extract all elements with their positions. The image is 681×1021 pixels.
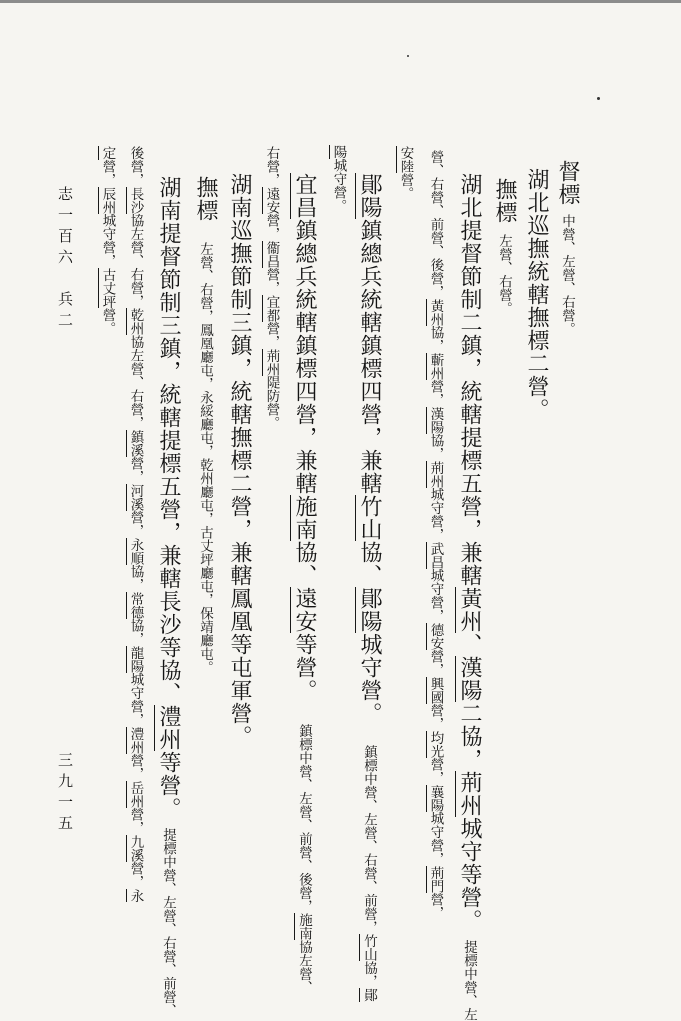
book-section-label: 志一百六 兵二 (56, 186, 74, 333)
text-column-15 (100, 146, 114, 335)
place-name: 永順 (127, 537, 144, 565)
body-text: 鎮總兵統轄鎮標四營，兼轄 (357, 219, 382, 495)
place-name: 蘄州 (427, 352, 444, 380)
place-name: 荊州 (427, 460, 444, 488)
annotation-text: 營， (427, 649, 444, 677)
place-name: 長沙 (127, 186, 144, 214)
annotation-text: 營， (427, 892, 444, 920)
place-name: 辰州 (99, 186, 116, 214)
text-column-12 (194, 176, 216, 674)
text-column-8 (331, 145, 345, 213)
annotation-text: 提標中營、左營、右營、前營、 (160, 828, 176, 1017)
annotation-text: 營， (263, 321, 280, 349)
place-name: 澧州 (156, 705, 181, 751)
text-column-3 (493, 178, 515, 315)
annotation-text: 城守營， (427, 487, 444, 542)
annotation-text: 營， (99, 159, 116, 187)
annotation-text: 後營， (127, 146, 144, 187)
annotation-text: 協， (427, 325, 444, 353)
place-name: 漢陽 (427, 406, 444, 434)
place-name: 永 (127, 888, 144, 902)
place-name: 竹山 (361, 934, 377, 961)
body-text: 等營。 (292, 633, 317, 702)
place-name: 興國 (427, 676, 444, 704)
place-name: 襄陽 (427, 784, 444, 812)
body-text: 等營。 (156, 751, 181, 820)
annotation-text: 城守營， (127, 672, 144, 727)
annotation-text: 營。 (397, 173, 414, 200)
place-name: 古丈坪 (99, 267, 116, 308)
annotation-text: 提標中營、左 (461, 940, 477, 1021)
body-text: 湖北提督節制二鎮，統轄提標五營，兼轄 (457, 173, 482, 587)
place-name: 武昌 (427, 541, 444, 569)
place-name: 黃州 (427, 298, 444, 326)
annotation-text: 協， (127, 564, 144, 592)
place-name: 荊州 (263, 348, 280, 376)
place-name: 施南 (292, 495, 317, 541)
text-column-10 (264, 146, 278, 430)
text-column-5 (428, 150, 442, 920)
heading-text: 督標 (555, 160, 580, 206)
place-name: 黃州 (457, 587, 482, 633)
heading-text: 撫標 (193, 176, 218, 222)
ink-speck (407, 55, 409, 57)
body-text: 城守營。 (357, 633, 382, 725)
annotation-text: 協， (427, 433, 444, 461)
place-name: 竹山 (357, 495, 382, 541)
body-text: 、 (457, 633, 482, 656)
place-name: 宜都 (263, 294, 280, 322)
annotation-text: 營， (127, 456, 144, 484)
annotation-text: 營， (427, 757, 444, 785)
place-name: 岳州 (127, 780, 144, 808)
annotation-text: 營、右營、前營、後營， (427, 150, 444, 299)
annotation-text: 營， (127, 510, 144, 538)
text-column-4 (458, 173, 480, 1021)
annotation-text: 營， (127, 861, 144, 889)
annotation-text: 協， (361, 961, 377, 988)
annotation-text: 營。 (99, 308, 116, 335)
page-number: 三九一五 (56, 752, 74, 836)
annotation-text: 鎮標中營、左營、右營、前營， (361, 745, 377, 934)
place-name: 定 (99, 146, 116, 160)
text-column-6 (398, 146, 412, 200)
text-column-11 (228, 173, 250, 748)
place-name: 漢陽 (457, 656, 482, 702)
place-name: 遠安 (263, 186, 280, 214)
annotation-text: 營， (427, 379, 444, 407)
place-name: 遠安 (292, 587, 317, 633)
place-name: 荊州 (457, 771, 482, 817)
body-text: 二協， (457, 702, 482, 771)
annotation-text: 城守營， (427, 568, 444, 623)
heading-text: 湖北巡撫統轄撫標二營。 (524, 168, 549, 421)
ink-speck (597, 97, 600, 100)
annotation-text: 營， (127, 807, 144, 835)
place-name: 鄖陽 (357, 587, 382, 633)
place-name: 德安 (427, 622, 444, 650)
annotation-text: 隄防營。 (263, 375, 280, 430)
annotation-text: 營， (263, 267, 280, 295)
annotation-text: 協左營、右營， (127, 335, 144, 430)
body-text: 湖南巡撫節制三鎮，統轄撫標二營，兼轄鳳凰等屯軍營。 (227, 173, 252, 748)
text-column-9 (293, 173, 315, 994)
place-name: 河溪 (127, 483, 144, 511)
body-text: 城守等營。 (457, 817, 482, 932)
body-text: 協、 (292, 541, 317, 587)
annotation-text: 協， (127, 618, 144, 646)
place-name: 衞昌 (263, 240, 280, 268)
annotation-text: 城守營， (99, 213, 116, 268)
annotation-text: 營， (127, 753, 144, 781)
annotation-text: 營， (263, 213, 280, 241)
place-name: 荊門 (427, 865, 444, 893)
text-column-2 (525, 168, 547, 421)
annotation-text: 協左營、右營， (127, 213, 144, 308)
body-text: 湖南提督節制三鎮，統轄提標五營，兼轄長沙等協、 (156, 176, 181, 705)
heading-text: 撫標 (492, 178, 517, 224)
top-border-line (0, 0, 681, 3)
annotation-text: 營， (427, 703, 444, 731)
annotation-text: 右營， (263, 146, 280, 187)
place-name: 安陸 (397, 146, 414, 173)
place-name: 陽 (330, 145, 347, 159)
place-name: 常德 (127, 591, 144, 619)
place-name: 鄖 (361, 988, 377, 1002)
body-text: 鎮總兵統轄鎮標四營，兼轄 (292, 219, 317, 495)
place-name: 澧州 (127, 726, 144, 754)
annotation-text: 左營、右營，鳳凰廳屯，永綏廳屯，乾州廳屯，古丈坪廳屯，保靖廳屯。 (197, 242, 213, 674)
place-name: 鎮溪 (127, 429, 144, 457)
text-column-14 (128, 146, 142, 902)
annotation-text: 城守營。 (330, 158, 347, 213)
place-name: 施南 (296, 913, 312, 940)
place-name: 宜昌 (292, 173, 317, 219)
place-name: 均光 (427, 730, 444, 758)
annotation-text: 中營、左營、右營。 (559, 214, 575, 336)
place-name: 鄖陽 (357, 173, 382, 219)
annotation-text: 左營、右營。 (496, 234, 512, 315)
annotation-text: 鎮標中營、左營、前營、後營， (296, 724, 312, 913)
text-column-7 (358, 173, 380, 1002)
place-name: 九溪 (127, 834, 144, 862)
annotation-text: 協左營、 (296, 940, 312, 994)
place-name: 龍陽 (127, 645, 144, 673)
place-name: 乾州 (127, 308, 144, 335)
text-column-1 (556, 160, 578, 336)
annotation-text: 城守營， (427, 811, 444, 866)
body-text: 協、 (357, 541, 382, 587)
text-column-13 (157, 176, 179, 1017)
